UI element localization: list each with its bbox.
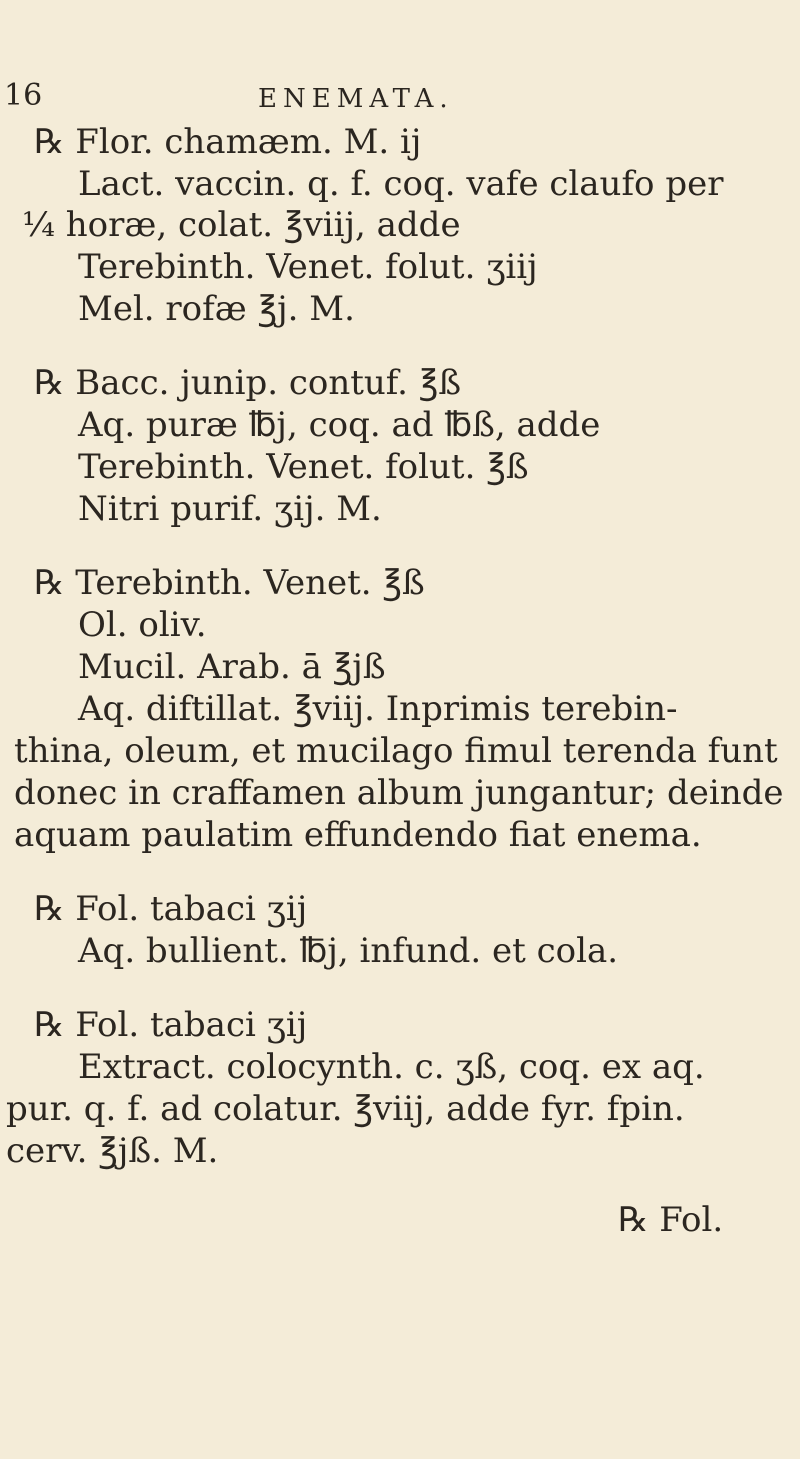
catchword: ℞ Fol. xyxy=(618,1200,724,1240)
page-number: 16 xyxy=(4,78,43,113)
recipe-line: pur. q. f. ad colatur. ℥viij, adde fyr. fpin. xyxy=(6,1089,685,1129)
recipe-line: ℞ Terebinth. Venet. ℥ß xyxy=(34,563,425,603)
recipe-line: cerv. ℥jß. M. xyxy=(6,1131,219,1171)
recipe-line: thina, oleum, et mucilago fimul terenda funt xyxy=(14,731,778,771)
recipe-line: aquam paulatim effundendo fiat enema. xyxy=(14,815,702,855)
recipe-line: Aq. puræ ℔j, coq. ad ℔ß, adde xyxy=(78,405,601,445)
recipe-line: donec in craffamen album jungantur; deinde xyxy=(14,773,784,813)
recipe-line: Terebinth. Venet. folut. ℥ß xyxy=(78,447,529,487)
recipe-line: ℞ Fol. tabaci ʒij xyxy=(34,889,308,929)
recipe-line: Nitri purif. ʒij. M. xyxy=(78,489,382,529)
recipe-line: Aq. diftillat. ℥viij. Inprimis terebin- xyxy=(78,689,678,729)
recipe-line: ℞ Fol. tabaci ʒij xyxy=(34,1005,308,1045)
running-head: ENEMATA. xyxy=(258,84,454,114)
recipe-line: ¼ horæ, colat. ℥viij, adde xyxy=(22,205,461,245)
recipe-line: ℞ Bacc. junip. contuf. ℥ß xyxy=(34,363,462,403)
recipe-line: Ol. oliv. xyxy=(78,605,207,645)
recipe-line: Mucil. Arab. ā ℥jß xyxy=(78,647,386,687)
recipe-line: Lact. vaccin. q. f. coq. vafe claufo per xyxy=(78,164,724,204)
recipe-line: Aq. bullient. ℔j, infund. et cola. xyxy=(78,931,619,971)
recipe-line: Terebinth. Venet. folut. ʒiij xyxy=(78,247,538,287)
recipe-line: Extract. colocynth. c. ʒß, coq. ex aq. xyxy=(78,1047,705,1087)
recipe-line: ℞ Flor. chamæm. M. ij xyxy=(34,122,422,162)
recipe-line: Mel. rofæ ℥j. M. xyxy=(78,289,355,329)
